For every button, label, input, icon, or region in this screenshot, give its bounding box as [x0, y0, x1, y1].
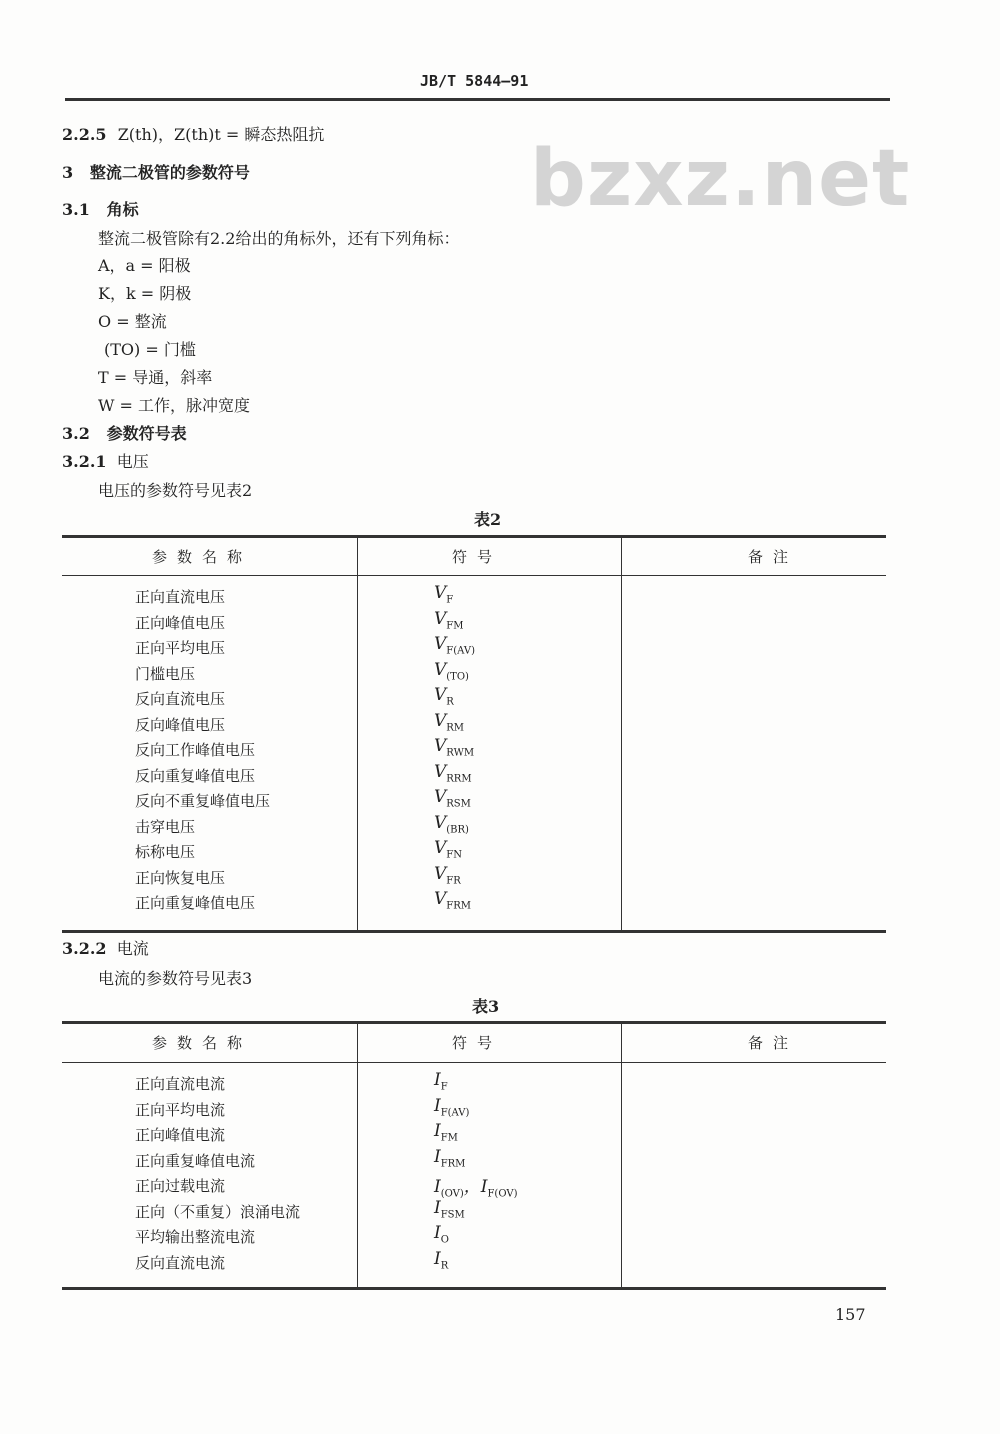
column-header: 备注 [748, 548, 799, 566]
symbol-subscript: RWM [446, 747, 475, 759]
symbol-letter: I [434, 1070, 441, 1090]
header-rule [65, 98, 890, 101]
parameter-name: 反向直流电压 [135, 690, 226, 708]
subscript-item: O = 整流 [98, 312, 167, 331]
symbol-subscript: F(AV) [440, 1106, 470, 1118]
parameter-name: 正向峰值电流 [135, 1126, 226, 1144]
table-top-rule [62, 535, 886, 538]
symbol-subscript: (BR) [446, 823, 469, 835]
column-header: 备注 [748, 1034, 799, 1052]
section-3-1-intro: 整流二极管除有2.2给出的角标外，还有下列角标： [98, 229, 460, 248]
symbol-letter: V [434, 710, 447, 731]
symbol-subscript: RM [446, 721, 465, 733]
parameter-name: 反向工作峰值电压 [135, 741, 256, 759]
column-divider [357, 1024, 358, 1287]
symbol-letter: I [480, 1177, 488, 1197]
parameter-name: 反向不重复峰值电压 [135, 792, 271, 810]
symbol-subscript: F(OV) [487, 1188, 518, 1200]
symbol-letter: V [434, 787, 447, 807]
parameter-name: 击穿电压 [135, 817, 196, 836]
parameter-symbol [434, 1223, 449, 1245]
section-3-2-2-heading: 3.2.2 电流 [62, 939, 149, 958]
symbol-subscript: R [446, 696, 454, 708]
parameter-name: 正向平均电压 [135, 639, 226, 657]
parameter-name: 正向直流电流 [135, 1075, 226, 1093]
parameter-symbol [434, 1070, 448, 1092]
table-bottom-rule [62, 930, 886, 933]
parameter-symbol [434, 660, 469, 682]
symbol-letter: V [434, 761, 447, 782]
parameter-symbol [434, 685, 454, 707]
parameter-name: 门槛电压 [135, 664, 196, 683]
section-3-heading: 3 整流二极管的参数符号 [62, 163, 250, 182]
symbol-subscript: O [440, 1234, 449, 1246]
parameter-symbol [434, 1172, 517, 1199]
symbol-subscript: R [440, 1259, 449, 1271]
symbol-letter: V [434, 736, 447, 756]
parameter-symbol [434, 1147, 465, 1169]
parameter-name: 反向峰值电压 [135, 715, 226, 734]
table-bottom-rule [62, 1287, 886, 1290]
section-3-2-2-intro: 电流的参数符号见表3 [98, 969, 253, 988]
parameter-name: 正向恢复电压 [135, 868, 226, 887]
parameter-symbol [434, 813, 469, 835]
symbol-subscript: FRM [440, 1157, 466, 1169]
symbol-letter: V [434, 685, 447, 705]
parameter-symbol [434, 864, 461, 886]
standard-number: JB/T 5844—91 [420, 72, 529, 90]
table-header-rule [62, 1062, 886, 1063]
symbol-subscript: FM [440, 1132, 458, 1144]
column-divider [357, 538, 358, 930]
parameter-symbol [434, 838, 462, 860]
column-header: 参数名称 [152, 1034, 253, 1052]
parameter-name: 平均输出整流电流 [135, 1228, 256, 1246]
symbol-letter: I [434, 1177, 441, 1197]
subscript-item: T = 导通，斜率 [98, 368, 213, 387]
symbol-subscript: (TO) [446, 670, 469, 682]
table2-caption: 表2 [474, 510, 502, 529]
symbol-letter: V [434, 634, 447, 654]
symbol-subscript: F [446, 594, 454, 606]
column-divider [621, 538, 622, 930]
parameter-symbol [434, 889, 471, 911]
symbol-subscript: FRM [446, 900, 471, 912]
parameter-name: 标称电压 [135, 843, 196, 861]
section-3-1-heading: 3.1 角标 [62, 200, 139, 219]
parameter-name: 反向重复峰值电压 [135, 766, 256, 785]
symbol-subscript: F [440, 1081, 448, 1093]
symbol-letter: I [434, 1223, 441, 1243]
symbol-letter: I [434, 1095, 441, 1116]
column-header: 符号 [452, 548, 503, 566]
symbol-letter: I [434, 1146, 441, 1167]
symbol-letter: V [434, 889, 447, 909]
parameter-symbol [434, 583, 453, 605]
subscript-item: K，k = 阴极 [98, 284, 192, 303]
parameter-name: 正向直流电压 [135, 588, 226, 606]
symbol-letter: V [434, 608, 447, 629]
separator: ， [463, 1177, 481, 1197]
parameter-name: 正向（不重复）浪涌电流 [135, 1202, 301, 1221]
section-3-2-1-heading: 3.2.1 电压 [62, 452, 149, 471]
parameter-symbol [434, 762, 472, 784]
section-3-2-1-intro: 电压的参数符号见表2 [98, 481, 253, 500]
parameter-symbol [434, 1096, 469, 1118]
page-number: 157 [835, 1305, 866, 1324]
watermark: bzxz.net [530, 134, 911, 224]
symbol-subscript: RRM [446, 772, 472, 784]
symbol-letter: V [434, 863, 447, 884]
parameter-symbol [434, 1198, 465, 1220]
parameter-symbol [434, 1121, 458, 1143]
parameter-symbol [434, 609, 463, 631]
symbol-letter: I [434, 1248, 441, 1269]
symbol-subscript: FN [446, 849, 462, 861]
table3-caption: 表3 [472, 997, 500, 1016]
symbol-subscript: (OV) [440, 1188, 464, 1200]
column-header: 符号 [452, 1034, 503, 1052]
parameter-name: 正向平均电流 [135, 1100, 226, 1119]
parameter-name: 正向重复峰值电流 [135, 1151, 256, 1170]
parameter-name: 正向重复峰值电压 [135, 894, 256, 912]
symbol-letter: I [434, 1197, 441, 1218]
section-2-2-5: 2.2.5 Z(th)，Z(th)t = 瞬态热阻抗 [62, 125, 325, 144]
parameter-name: 正向过载电流 [135, 1177, 226, 1195]
symbol-subscript: F(AV) [446, 645, 475, 657]
column-header: 参数名称 [152, 548, 253, 566]
table-header-rule [62, 575, 886, 576]
symbol-letter: V [434, 812, 447, 833]
symbol-letter: I [434, 1121, 441, 1141]
symbol-subscript: FSM [440, 1208, 465, 1220]
parameter-symbol [434, 711, 464, 733]
parameter-symbol [434, 736, 474, 758]
symbol-letter: V [434, 838, 447, 858]
parameter-name: 正向峰值电压 [135, 613, 226, 632]
subscript-item: (TO) = 门槛 [104, 340, 196, 359]
symbol-letter: V [434, 659, 447, 680]
parameter-symbol [434, 634, 475, 656]
subscript-item: A，a = 阳极 [98, 256, 191, 275]
parameter-symbol [434, 1249, 448, 1271]
parameter-symbol [434, 787, 471, 809]
table-top-rule [62, 1021, 886, 1024]
symbol-subscript: RSM [446, 798, 471, 810]
symbol-subscript: FR [446, 874, 461, 886]
symbol-subscript: FM [446, 619, 464, 631]
parameter-name: 反向直流电流 [135, 1253, 226, 1272]
subscript-item: W = 工作，脉冲宽度 [98, 396, 251, 415]
column-divider [621, 1024, 622, 1287]
section-3-2-heading: 3.2 参数符号表 [62, 424, 187, 443]
symbol-letter: V [434, 583, 447, 603]
